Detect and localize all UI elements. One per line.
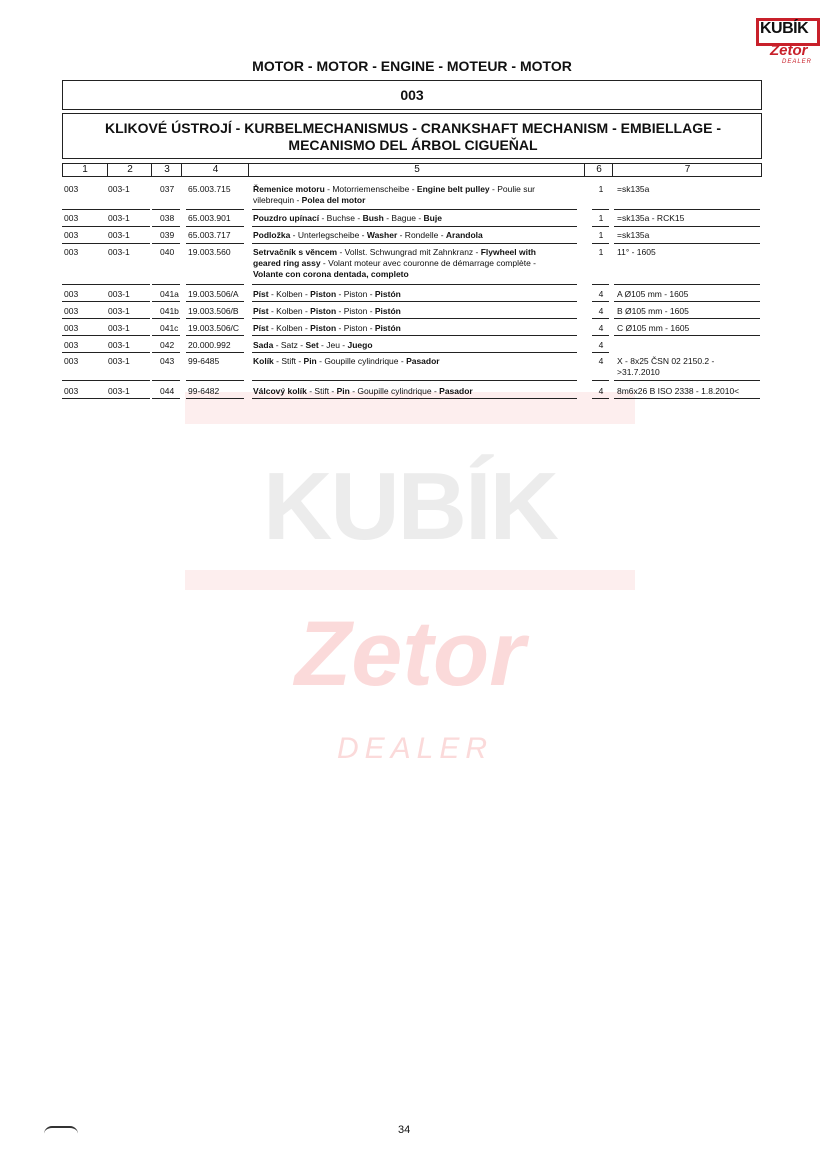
desc-en: Set bbox=[305, 340, 319, 350]
cell-description bbox=[253, 289, 583, 300]
cell-group: 003 bbox=[64, 213, 79, 223]
row-rule bbox=[614, 226, 760, 227]
desc-de: - Kolben - bbox=[268, 306, 311, 316]
row-rule bbox=[62, 301, 106, 302]
row-rule bbox=[106, 209, 150, 210]
cell-subgroup: 003-1 bbox=[108, 323, 130, 333]
cell-quantity: 4 bbox=[598, 289, 604, 299]
cell-subgroup: 003-1 bbox=[108, 213, 130, 223]
row-rule bbox=[614, 301, 760, 302]
desc-en: Washer bbox=[366, 230, 398, 240]
desc-en: Flywheel with bbox=[480, 247, 536, 257]
cell-description bbox=[253, 230, 583, 241]
section-title-line1: KLIKOVÉ ÚSTROJÍ - KURBELMECHANISMUS - CRANKSHAFT MECHANISM - EMBIELLAGE - bbox=[105, 120, 721, 136]
row-rule bbox=[252, 243, 577, 244]
column-header: 2 bbox=[107, 164, 152, 176]
row-rule bbox=[106, 243, 150, 244]
logo-dealer-text: DEALER bbox=[782, 59, 813, 65]
row-rule bbox=[106, 284, 150, 285]
cell-group: 003 bbox=[64, 323, 79, 333]
cell-note: 8m6x26 B ISO 2338 - 1.8.2010< bbox=[617, 386, 740, 396]
section-box bbox=[62, 80, 762, 110]
desc-cz: Setrvačník s věncem bbox=[253, 247, 338, 257]
cell-subgroup: 003-1 bbox=[108, 184, 130, 194]
row-rule bbox=[152, 318, 180, 319]
row-rule bbox=[62, 335, 106, 336]
cell-subgroup: 003-1 bbox=[108, 230, 130, 240]
cell-part-number: 19.003.506/C bbox=[188, 323, 240, 333]
cell-position: 041a bbox=[160, 289, 179, 299]
row-rule bbox=[252, 318, 577, 319]
note-line2: >31.7.2010 bbox=[617, 367, 660, 377]
cell-description bbox=[253, 356, 583, 367]
row-rule bbox=[62, 380, 106, 381]
column-header: 1 bbox=[82, 164, 88, 175]
row-rule bbox=[62, 209, 106, 210]
desc-fr: - Goupille cylindrique - bbox=[316, 356, 407, 366]
desc-cz: Píst bbox=[253, 323, 269, 333]
cell-note: =sk135a bbox=[617, 230, 650, 240]
desc-en: Piston bbox=[310, 323, 337, 333]
row-rule bbox=[614, 380, 760, 381]
cell-part-number: 20.000.992 bbox=[188, 340, 231, 350]
cell-description bbox=[253, 306, 583, 317]
row-rule bbox=[106, 380, 150, 381]
cell-position: 038 bbox=[160, 213, 175, 223]
cell-subgroup: 003-1 bbox=[108, 340, 130, 350]
cell-part-number: 65.003.715 bbox=[188, 184, 231, 194]
desc-fr: - Piston - bbox=[336, 323, 375, 333]
cell-quantity: 1 bbox=[598, 213, 604, 223]
row-rule bbox=[592, 209, 609, 210]
page-number: 34 bbox=[398, 1124, 411, 1136]
cell-note: A Ø105 mm - 1605 bbox=[617, 289, 689, 299]
cell-position: 043 bbox=[160, 356, 175, 366]
row-rule bbox=[186, 284, 244, 285]
cell-subgroup: 003-1 bbox=[108, 306, 130, 316]
row-rule bbox=[62, 243, 106, 244]
desc-cz: Sada bbox=[253, 340, 274, 350]
desc-fr: - Rondelle - bbox=[397, 230, 446, 240]
row-rule bbox=[152, 226, 180, 227]
desc-cz: Píst bbox=[253, 289, 269, 299]
desc-de: - Unterlegscheibe - bbox=[290, 230, 367, 240]
cell-group: 003 bbox=[64, 247, 79, 257]
desc-cz: Kolík bbox=[253, 356, 274, 366]
cell-group: 003 bbox=[64, 386, 79, 396]
desc-fr: - Goupille cylindrique - bbox=[349, 386, 440, 396]
cell-quantity: 4 bbox=[598, 356, 604, 366]
desc-de: - Kolben - bbox=[268, 323, 311, 333]
row-rule bbox=[592, 284, 609, 285]
desc-fr: - Piston - bbox=[336, 306, 375, 316]
column-header: 7 bbox=[612, 164, 762, 176]
row-rule bbox=[252, 398, 577, 399]
cell-part-number: 99-6482 bbox=[188, 386, 220, 396]
row-rule bbox=[152, 243, 180, 244]
desc-fr: - Poulie sur bbox=[489, 184, 536, 194]
row-rule bbox=[614, 284, 760, 285]
desc-en: Piston bbox=[310, 306, 337, 316]
cell-group: 003 bbox=[64, 306, 79, 316]
desc-en: Bush bbox=[362, 213, 384, 223]
row-rule bbox=[252, 301, 577, 302]
row-rule bbox=[152, 398, 180, 399]
desc-es: Juego bbox=[347, 340, 373, 350]
row-rule bbox=[186, 226, 244, 227]
column-header: 5 bbox=[248, 164, 585, 176]
desc-en: Pin bbox=[303, 356, 317, 366]
desc-es: Pasador bbox=[406, 356, 440, 366]
row-rule bbox=[152, 352, 180, 353]
cell-subgroup: 003-1 bbox=[108, 247, 130, 257]
cell-group: 003 bbox=[64, 230, 79, 240]
cell-part-number: 65.003.901 bbox=[188, 213, 231, 223]
desc-cz: Válcový kolík bbox=[253, 386, 307, 396]
cell-part-number: 19.003.560 bbox=[188, 247, 231, 257]
row-rule bbox=[106, 318, 150, 319]
row-rule bbox=[614, 243, 760, 244]
column-header: 3 bbox=[151, 164, 182, 176]
row-rule bbox=[614, 335, 760, 336]
logo-zetor-text: Zetor bbox=[770, 42, 808, 59]
column-header: 4 bbox=[181, 164, 249, 176]
zetor-footer-icon bbox=[44, 1126, 78, 1134]
cell-note: =sk135a - RCK15 bbox=[617, 213, 685, 223]
desc-en: Piston bbox=[310, 289, 337, 299]
row-rule bbox=[62, 352, 106, 353]
row-rule bbox=[106, 352, 150, 353]
watermark-stripe bbox=[185, 570, 635, 590]
row-rule bbox=[106, 335, 150, 336]
row-rule bbox=[592, 226, 609, 227]
cell-description bbox=[253, 213, 583, 224]
section-number: 003 bbox=[400, 87, 424, 103]
cell-quantity: 1 bbox=[598, 184, 604, 194]
cell-quantity: 4 bbox=[598, 306, 604, 316]
table-row bbox=[62, 184, 762, 208]
desc-fr: - Piston - bbox=[336, 289, 375, 299]
desc-cz: Podložka bbox=[253, 230, 291, 240]
cell-note: 11° - 1605 bbox=[617, 247, 656, 257]
row-rule bbox=[592, 352, 609, 353]
cell-part-number: 65.003.717 bbox=[188, 230, 231, 240]
watermark-dealer: DEALER bbox=[336, 732, 494, 765]
row-rule bbox=[614, 209, 760, 210]
cell-description bbox=[253, 247, 583, 280]
row-rule bbox=[62, 318, 106, 319]
cell-group: 003 bbox=[64, 184, 79, 194]
note-line1: X - 8x25 ČSN 02 2150.2 - bbox=[617, 356, 715, 366]
desc-fr: - Jeu - bbox=[318, 340, 348, 350]
desc-de: - Motorriemenscheibe - bbox=[324, 184, 417, 194]
row-rule bbox=[252, 380, 577, 381]
cell-note: C Ø105 mm - 1605 bbox=[617, 323, 690, 333]
row-rule bbox=[152, 209, 180, 210]
section-title-line2: MECANISMO DEL ÁRBOL CIGUEŇAL bbox=[288, 137, 538, 153]
cell-part-number: 99-6485 bbox=[188, 356, 220, 366]
row-rule bbox=[186, 352, 244, 353]
desc-cz: Řemenice motoru bbox=[253, 184, 325, 194]
row-rule bbox=[592, 243, 609, 244]
desc-de: - Buchse - bbox=[319, 213, 363, 223]
cell-description bbox=[253, 323, 583, 334]
cell-part-number: 19.003.506/A bbox=[188, 289, 239, 299]
watermark-zetor: Zetor bbox=[295, 603, 525, 705]
cell-group: 003 bbox=[64, 356, 79, 366]
row-rule bbox=[186, 380, 244, 381]
desc-es: Pasador bbox=[439, 386, 473, 396]
desc-fr: - Volant moteur avec couronne de démarrage complète - bbox=[320, 258, 537, 268]
cell-position: 042 bbox=[160, 340, 175, 350]
desc-en-cont: geared ring assy bbox=[253, 258, 321, 268]
page-heading: MOTOR - MOTOR - ENGINE - MOTEUR - MOTOR bbox=[252, 58, 572, 74]
row-rule bbox=[592, 335, 609, 336]
desc-es: Pistón bbox=[374, 306, 401, 316]
desc-es: Buje bbox=[423, 213, 442, 223]
row-rule bbox=[252, 209, 577, 210]
desc-es: Pistón bbox=[374, 289, 401, 299]
cell-quantity: 1 bbox=[598, 247, 604, 257]
cell-group: 003 bbox=[64, 289, 79, 299]
row-rule bbox=[186, 335, 244, 336]
cell-quantity: 4 bbox=[598, 386, 604, 396]
watermark-kubik: KUBÍK bbox=[263, 453, 557, 560]
cell-position: 037 bbox=[160, 184, 175, 194]
row-rule bbox=[186, 209, 244, 210]
title-box bbox=[62, 113, 762, 159]
row-rule bbox=[252, 335, 577, 336]
row-rule bbox=[592, 318, 609, 319]
cell-subgroup: 003-1 bbox=[108, 289, 130, 299]
row-rule bbox=[592, 398, 609, 399]
row-rule bbox=[592, 301, 609, 302]
row-rule bbox=[186, 398, 244, 399]
row-rule bbox=[106, 226, 150, 227]
cell-position: 041c bbox=[160, 323, 179, 333]
desc-cz: Pouzdro upínací bbox=[253, 213, 320, 223]
cell-description bbox=[253, 340, 583, 351]
column-header-row bbox=[62, 163, 762, 177]
desc-de: - Stift - bbox=[273, 356, 304, 366]
cell-position: 044 bbox=[160, 386, 175, 396]
row-rule bbox=[152, 301, 180, 302]
desc-fr: - Bague - bbox=[383, 213, 424, 223]
desc-es: Volante con corona dentada, completo bbox=[253, 269, 409, 279]
desc-en: Pin bbox=[336, 386, 350, 396]
row-rule bbox=[152, 335, 180, 336]
cell-position: 039 bbox=[160, 230, 175, 240]
row-rule bbox=[62, 284, 106, 285]
row-rule bbox=[152, 284, 180, 285]
desc-es: Arandola bbox=[445, 230, 483, 240]
desc-de: - Kolben - bbox=[268, 289, 311, 299]
row-rule bbox=[614, 398, 760, 399]
row-rule bbox=[106, 398, 150, 399]
column-header: 6 bbox=[584, 164, 613, 176]
cell-note: B Ø105 mm - 1605 bbox=[617, 306, 689, 316]
cell-position: 040 bbox=[160, 247, 175, 257]
cell-note: =sk135a bbox=[617, 184, 650, 194]
row-rule bbox=[186, 318, 244, 319]
row-rule bbox=[62, 398, 106, 399]
row-rule bbox=[252, 226, 577, 227]
desc-es: Pistón bbox=[374, 323, 401, 333]
desc-cz: Píst bbox=[253, 306, 269, 316]
cell-quantity: 4 bbox=[598, 323, 604, 333]
logo-kubik-text: KUBÍK bbox=[760, 20, 809, 37]
row-rule bbox=[186, 301, 244, 302]
row-rule bbox=[152, 380, 180, 381]
watermark bbox=[185, 392, 635, 782]
section-title bbox=[83, 120, 743, 154]
desc-fr-cont: vilebrequin - bbox=[253, 195, 302, 205]
row-rule bbox=[252, 352, 577, 353]
cell-note bbox=[617, 356, 767, 378]
cell-position: 041b bbox=[160, 306, 179, 316]
desc-de: - Satz - bbox=[273, 340, 306, 350]
cell-group: 003 bbox=[64, 340, 79, 350]
row-rule bbox=[252, 284, 577, 285]
row-rule bbox=[62, 226, 106, 227]
row-rule bbox=[614, 318, 760, 319]
cell-quantity: 1 bbox=[598, 230, 604, 240]
cell-quantity: 4 bbox=[598, 340, 604, 350]
desc-de: - Vollst. Schwungrad mit Zahnkranz - bbox=[337, 247, 481, 257]
cell-subgroup: 003-1 bbox=[108, 356, 130, 366]
cell-description bbox=[253, 184, 583, 206]
desc-en: Engine belt pulley bbox=[416, 184, 490, 194]
desc-es: Polea del motor bbox=[301, 195, 366, 205]
row-rule bbox=[106, 301, 150, 302]
row-rule bbox=[592, 380, 609, 381]
desc-de: - Stift - bbox=[306, 386, 337, 396]
cell-description bbox=[253, 386, 583, 397]
cell-subgroup: 003-1 bbox=[108, 386, 130, 396]
row-rule bbox=[186, 243, 244, 244]
cell-part-number: 19.003.506/B bbox=[188, 306, 239, 316]
